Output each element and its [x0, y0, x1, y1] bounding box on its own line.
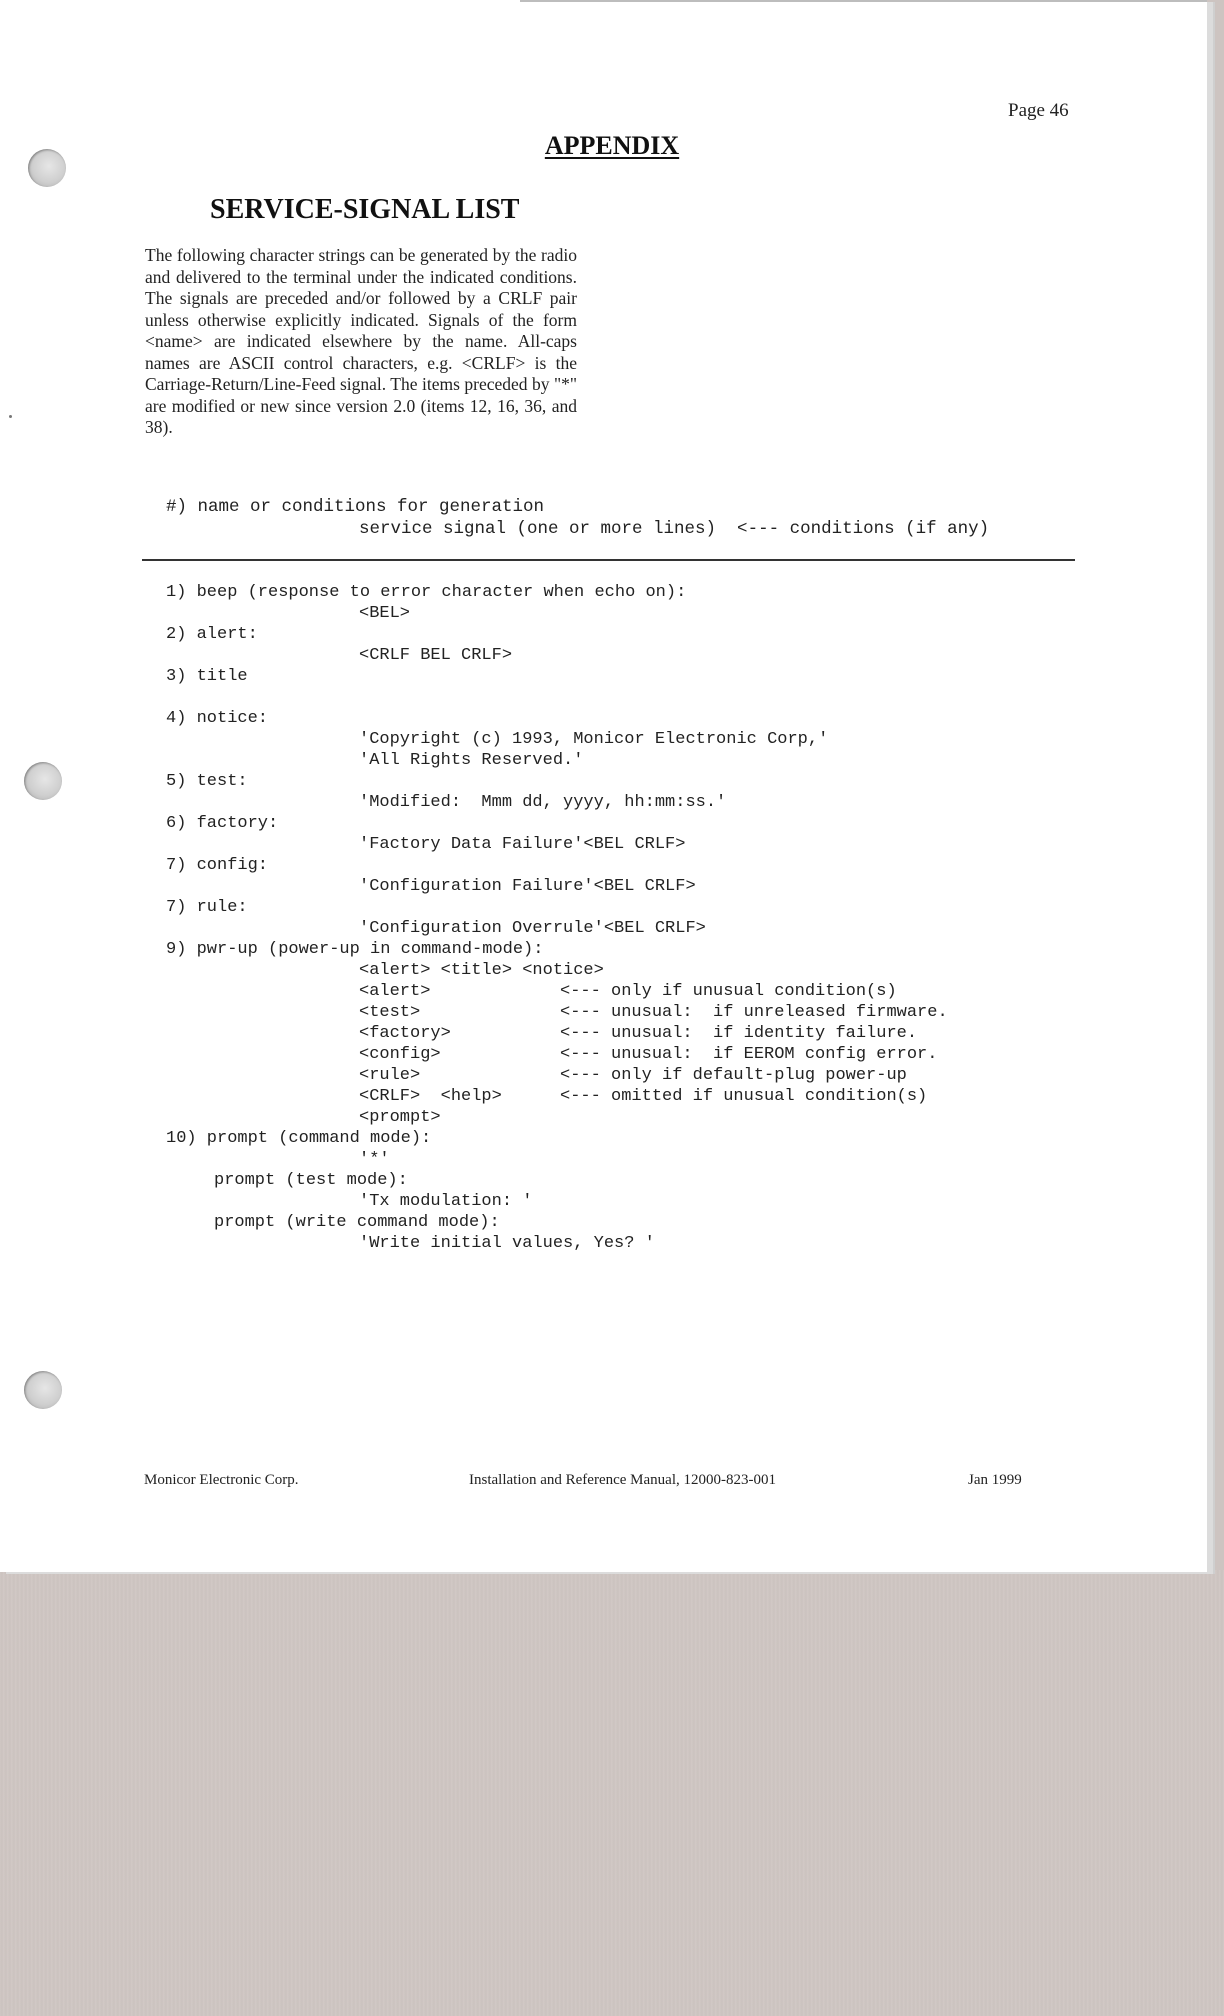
- service-signal: '*': [359, 1150, 390, 1169]
- header-divider: [142, 559, 1075, 561]
- service-signal: <BEL>: [359, 604, 411, 623]
- intro-paragraph: The following character strings can be generated by the radio and delivered to the terminal under the indicated conditions. The signals are preceded and/or followed by a CRLF pair unless otherwise explicitly indicated. Signals of the form <name> are indicated elsewhere by the name. All-caps names are ASCII control characters, e.g. <CRLF> is the Carriage-Return/Line-Feed signal. The items preceded by "*" are modified or new since version 2.0 (items 12, 16, 36, and 38).: [145, 245, 577, 437]
- binder-hole-middle: [24, 762, 62, 800]
- service-signal: <CRLF BEL CRLF>: [359, 646, 513, 665]
- entry-name: beep (response to error character when echo on):: [196, 583, 687, 602]
- entry-name: prompt (command mode):: [206, 1129, 432, 1148]
- service-signal: 'All Rights Reserved.': [359, 751, 584, 770]
- entry-name: factory:: [196, 814, 279, 833]
- entry-number: 3): [166, 667, 187, 686]
- entry-subname: prompt (test mode):: [214, 1171, 408, 1190]
- entry-number: 5): [166, 772, 187, 791]
- signal-condition: <--- unusual: if EEROM config error.: [560, 1045, 938, 1064]
- entry-number: 2): [166, 625, 187, 644]
- entry-name: config:: [196, 856, 269, 875]
- service-signal: <rule>: [359, 1066, 421, 1085]
- entry-subname: prompt (write command mode):: [214, 1213, 500, 1232]
- service-signal: <CRLF> <help>: [359, 1087, 502, 1106]
- signal-condition: <--- unusual: if identity failure.: [560, 1024, 918, 1043]
- entry-number: 6): [166, 814, 187, 833]
- table-header-line1: #) name or conditions for generation: [166, 497, 545, 517]
- signal-condition: <--- only if default-plug power-up: [560, 1066, 907, 1085]
- service-signal: 'Configuration Overrule'<BEL CRLF>: [359, 919, 706, 938]
- service-signal: 'Copyright (c) 1993, Monicor Electronic Corp,': [359, 730, 829, 749]
- entry-name: alert:: [196, 625, 258, 644]
- appendix-heading: [0, 131, 1224, 161]
- table-header-line2: service signal (one or more lines) <--- conditions (if any): [359, 519, 990, 539]
- entry-name: test:: [196, 772, 248, 791]
- scanner-background: [0, 1570, 1224, 2016]
- entry-number: 4): [166, 709, 187, 728]
- service-signal: 'Factory Data Failure'<BEL CRLF>: [359, 835, 686, 854]
- entry-number: 1): [166, 583, 187, 602]
- scan-speck: [9, 415, 12, 418]
- service-signal: 'Configuration Failure'<BEL CRLF>: [359, 877, 696, 896]
- appendix-title: APPENDIX: [544, 131, 680, 160]
- signal-condition: <--- omitted if unusual condition(s): [560, 1087, 928, 1106]
- signal-condition: <--- unusual: if unreleased firmware.: [560, 1003, 948, 1022]
- entry-number: 7): [166, 856, 187, 875]
- service-signal: 'Write initial values, Yes? ': [359, 1234, 655, 1253]
- entry-name: notice:: [196, 709, 269, 728]
- entry-name: title: [196, 667, 248, 686]
- service-signal: <alert>: [359, 982, 431, 1001]
- service-signal: 'Tx modulation: ': [359, 1192, 533, 1211]
- page-top-edge: [520, 0, 1207, 2]
- service-signal: 'Modified: Mmm dd, yyyy, hh:mm:ss.': [359, 793, 727, 812]
- footer-date: Jan 1999: [968, 1472, 1022, 1488]
- page-number: Page 46: [1008, 100, 1069, 121]
- entry-name: pwr-up (power-up in command-mode):: [196, 940, 544, 959]
- footer-company: Monicor Electronic Corp.: [144, 1472, 299, 1488]
- signal-condition: <--- only if unusual condition(s): [560, 982, 897, 1001]
- service-signal: <prompt>: [359, 1108, 441, 1127]
- entry-number: 10): [166, 1129, 197, 1148]
- service-signal: <config>: [359, 1045, 441, 1064]
- service-signal: <factory>: [359, 1024, 451, 1043]
- entry-name: rule:: [196, 898, 248, 917]
- entry-number: 7): [166, 898, 187, 917]
- binder-hole-bottom: [24, 1371, 62, 1409]
- service-signal: <test>: [359, 1003, 421, 1022]
- service-signal: <alert> <title> <notice>: [359, 961, 604, 980]
- section-title: SERVICE-SIGNAL LIST: [210, 194, 520, 225]
- footer-manual: Installation and Reference Manual, 12000-823-001: [469, 1472, 776, 1488]
- entry-number: 9): [166, 940, 187, 959]
